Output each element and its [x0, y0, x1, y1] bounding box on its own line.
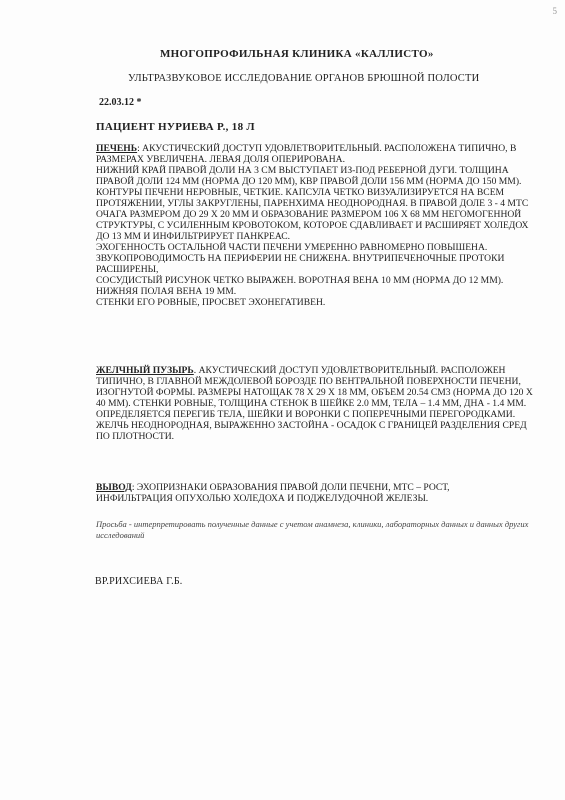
- conclusion-label: ВЫВОД: [96, 482, 132, 493]
- liver-paragraph: СОСУДИСТЫЙ РИСУНОК ЧЕТКО ВЫРАЖЕН. ВОРОТНАЯ ВЕНА 10 ММ (НОРМА ДО 12 ММ).: [96, 275, 504, 286]
- doctor-signature: ВР.РИХСИЕВА Г.Б.: [95, 576, 183, 587]
- liver-label: ПЕЧЕНЬ: [96, 143, 138, 154]
- patient-line: ПАЦИЕНТ НУРИЕВА Р., 18 Л: [96, 121, 255, 133]
- liver-paragraph: НИЖНЯЯ ПОЛАЯ ВЕНА 19 ММ.: [96, 286, 237, 297]
- gallbladder-paragraph: [96, 365, 536, 442]
- liver-paragraph: ЭХОГЕННОСТЬ ОСТАЛЬНОЙ ЧАСТИ ПЕЧЕНИ УМЕРЕННО РАВНОМЕРНО ПОВЫШЕНА.: [96, 242, 488, 253]
- liver-paragraph: [96, 143, 536, 165]
- interpretation-request: Просьба - интерпретировать полученные данные с учетом анамнеза, клиники, лабораторных данных и данных других исследований: [96, 519, 529, 540]
- liver-paragraph: КОНТУРЫ ПЕЧЕНИ НЕРОВНЫЕ, ЧЕТКИЕ. КАПСУЛА ЧЕТКО ВИЗУАЛИЗИРУЕТСЯ НА ВСЕМ ПРОТЯЖЕНИИ, УГЛЫ ЗАКРУГЛЕНЫ, ПАРЕНХИМА НЕОДНОРОДНАЯ. В ПРАВОЙ ДОЛЕ 3 - 4 МТС ОЧАГА РАЗМЕРОМ ДО 29 Х 20 ММ И ОБРАЗОВАНИЕ РАЗМЕРОМ 106 Х 68 ММ НЕГОМОГЕННОЙ СТРУКТУРЫ, С УСИЛЕННЫМ КРОВОТОКОМ, КОТОРОЕ СДАВЛИВАЕТ И РАСШИРЯЕТ ХОЛЕДОХ ДО 13 ММ И ИНФИЛЬТРИРУЕТ ПАНКРЕАС.: [96, 187, 529, 242]
- study-title: УЛЬТРАЗВУКОВОЕ ИССЛЕДОВАНИЕ ОРГАНОВ БРЮШНОЙ ПОЛОСТИ: [128, 73, 480, 84]
- conclusion-text: : ЭХОПРИЗНАКИ ОБРАЗОВАНИЯ ПРАВОЙ ДОЛИ ПЕЧЕНИ, МТС – РОСТ, ИНФИЛЬТРАЦИЯ ОПУХОЛЬЮ ХОЛЕДОХА И ПОДЖЕЛУДОЧНОЙ ЖЕЛЕЗЫ.: [96, 482, 450, 504]
- conclusion-paragraph: [96, 482, 516, 504]
- exam-date: 22.03.12 *: [99, 97, 142, 108]
- liver-paragraph: СТЕНКИ ЕГО РОВНЫЕ, ПРОСВЕТ ЭХОНЕГАТИВЕН.: [96, 297, 326, 308]
- liver-paragraph: ЗВУКОПРОВОДИМОСТЬ НА ПЕРИФЕРИИ НЕ СНИЖЕНА. ВНУТРИПЕЧЕНОЧНЫЕ ПРОТОКИ РАСШИРЕНЫ,: [96, 253, 505, 275]
- gallbladder-section: [96, 365, 536, 442]
- conclusion-section: [96, 482, 516, 504]
- liver-text: : АКУСТИЧЕСКИЙ ДОСТУП УДОВЛЕТВОРИТЕЛЬНЫЙ. РАСПОЛОЖЕНА ТИПИЧНО, В РАЗМЕРАХ УВЕЛИЧЕНА. ЛЕВАЯ ДОЛЯ ОПЕРИРОВАНА.: [96, 143, 517, 165]
- clinic-name: МНОГОПРОФИЛЬНАЯ КЛИНИКА «КАЛЛИСТО»: [160, 48, 434, 60]
- gallbladder-label: ЖЕЛЧНЫЙ ПУЗЫРЬ: [96, 365, 194, 376]
- liver-section: [96, 143, 536, 308]
- liver-paragraph: НИЖНИЙ КРАЙ ПРАВОЙ ДОЛИ НА 3 СМ ВЫСТУПАЕТ ИЗ-ПОД РЕБЕРНОЙ ДУГИ. ТОЛЩИНА ПРАВОЙ ДОЛИ 124 ММ (НОРМА ДО 120 ММ), КВР ПРАВОЙ ДОЛИ 156 ММ (НОРМА ДО 150 ММ).: [96, 165, 522, 187]
- page-corner-mark: 5: [552, 6, 557, 16]
- gallbladder-text: . АКУСТИЧЕСКИЙ ДОСТУП УДОВЛЕТВОРИТЕЛЬНЫЙ. РАСПОЛОЖЕН ТИПИЧНО, В ГЛАВНОЙ МЕЖДОЛЕВОЙ БОРОЗДЕ ПО ВЕНТРАЛЬНОЙ ПОВЕРХНОСТИ ПЕЧЕНИ, ИЗОГНУТОЙ ФОРМЫ. РАЗМЕРЫ НАТОЩАК 78 Х 29 Х 18 ММ, ОБЪЕМ 20.54 СМ3 (НОРМА ДО 120 Х 40 ММ). СТЕНКИ РОВНЫЕ, ТОЛЩИНА СТЕНОК В ШЕЙКЕ 2.0 ММ, ТЕЛА – 1.4 ММ, ДНА - 1.4 ММ. ОПРЕДЕЛЯЕТСЯ ПЕРЕГИБ ТЕЛА, ШЕЙКИ И ВОРОНКИ С ПОПЕРЕЧНЫМИ ПЕРЕГОРОДКАМИ. ЖЕЛЧЬ НЕОДНОРОДНАЯ, ВЫРАЖЕННО ЗАСТОЙНА - ОСАДОК С ГРАНИЦЕЙ РАЗДЕЛЕНИЯ СРЕД ПО ПЛОТНОСТИ.: [96, 365, 533, 442]
